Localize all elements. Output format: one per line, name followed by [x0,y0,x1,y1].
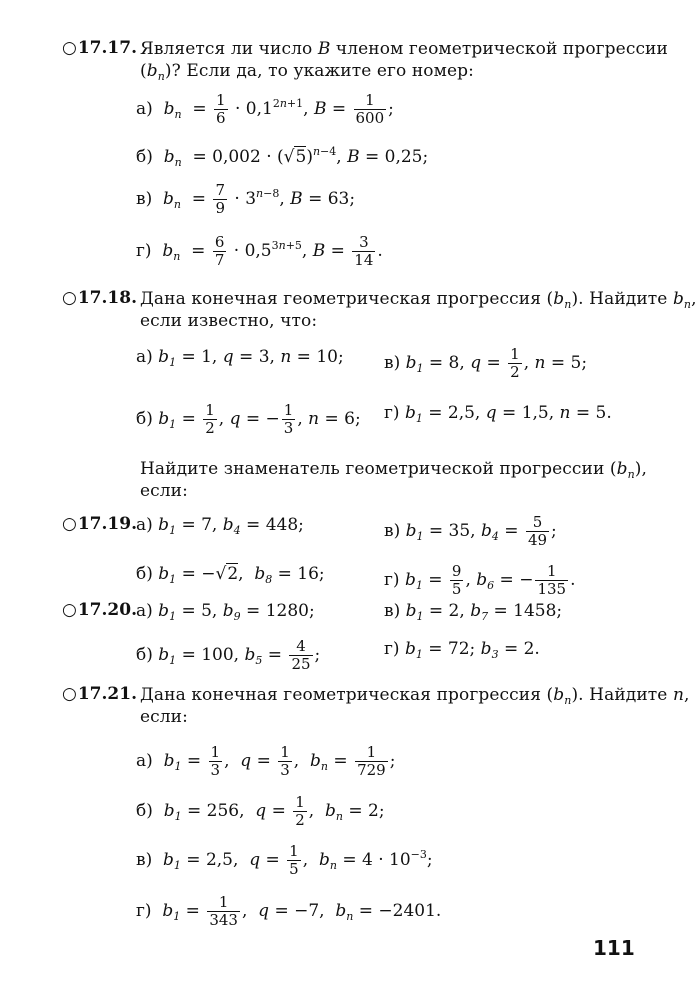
item-d: г) $b_n$ = $\frac{6}{7}$ · $0,5^{3n+5}$, B = $\frac{3}{14}$ . [136,233,383,269]
item-b: б) $b_1 = 100$, $b_5$ = $\frac{4}{25}$ ; [136,637,321,673]
item-a: а) $b_1 = 1$, q = 3, n = 10; [136,347,344,369]
item-a: а) $b_1 = 5$, $b_9 = 1280$; [136,601,315,623]
problem-text-line2: если известно, что: [140,311,318,331]
item-c: в) $b_1 = 2,5$, q = $\frac{1}{5}$ , $b_n = 4 \cdot 10^{-3}$; [136,842,433,878]
item-b: б) $b_1$ = $\frac{1}{2}$ , q = − $\frac{1}{3}$ , n = 6; [136,401,361,437]
problem-number: ○17.19. [62,514,137,534]
item-d: г) $b_1$ = $\frac{1}{343}$ , q = −7, $b_n = -2401$. [136,893,442,929]
item-d: г) $b_1 = 2,5$, q = 1,5, n = 5. [384,403,612,425]
page-number: 111 [593,936,635,960]
item-a: а) $b_n$ = $\frac{1}{6}$ · $0,1^{2n+1}$, B = $\frac{1}{600}$ ; [136,91,394,127]
problem-number: ○17.20. [62,600,137,620]
problem-text-line2: если: [140,707,188,727]
item-c: в) $b_1 = 2$, $b_7 = 1458$; [384,601,563,623]
item-d: г) $b_1 = 72$; $b_3 = 2$. [384,639,540,661]
item-c: в) $b_n$ = $\frac{7}{9}$ · $3^{n-8}$, B = 63; [136,181,356,217]
item-b: б) $b_n = 0,002 \cdot (√5)^{n-4}$, B = 0,25; [136,145,429,169]
problem-text-line1: Является ли число B членом геометрической прогрессии [140,39,668,59]
problem-number: ○17.17. [62,38,137,58]
intro-line1: Найдите знаменатель геометрической прогрессии $(b_n)$, [140,459,648,481]
item-a: а) $b_1 = 7$, $b_4 = 448$; [136,515,304,537]
item-b: б) $b_1 = -√2$, $b_8 = 16$; [136,564,325,586]
item-d: г) $b_1$ = $\frac{9}{5}$ , $b_6$ = − $\frac{1}{135}$ . [384,562,576,598]
problem-number: ○17.21. [62,684,137,704]
item-b: б) $b_1 = 256$, q = $\frac{1}{2}$ , $b_n = 2$; [136,793,385,829]
item-a: а) $b_1$ = $\frac{1}{3}$ , q = $\frac{1}{3}$ , $b_n$ = $\frac{1}{729}$ ; [136,743,396,779]
problem-text-line1: Дана конечная геометрическая прогрессия $(b_n)$. Найдите $b_n$, [140,289,697,311]
item-c: в) $b_1 = 35$, $b_4$ = $\frac{5}{49}$ ; [384,513,557,549]
problem-text-line2: $(b_n)$? Если да, то укажите его номер: [140,61,474,83]
problem-text-line1: Дана конечная геометрическая прогрессия $(b_n)$. Найдите n, [140,685,690,707]
item-c: в) $b_1 = 8$, q = $\frac{1}{2}$ , n = 5; [384,345,588,381]
intro-line2: если: [140,481,188,501]
problem-number: ○17.18. [62,288,137,308]
